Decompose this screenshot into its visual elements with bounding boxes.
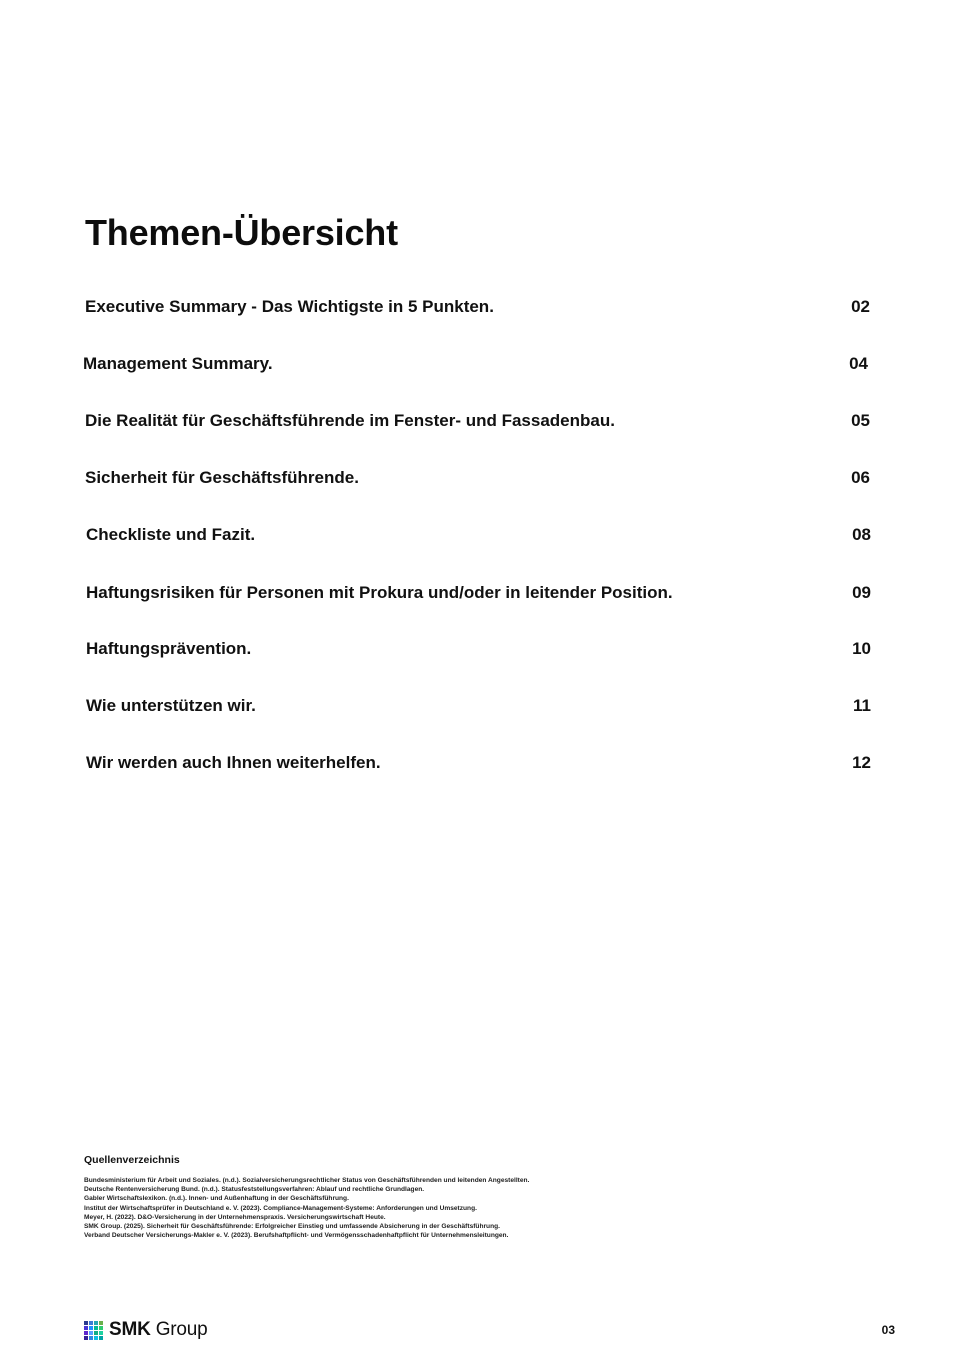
logo-square <box>84 1326 88 1330</box>
toc-entry-label: Haftungsrisiken für Personen mit Prokura und/oder in leitender Position. <box>86 583 673 602</box>
logo-square <box>94 1326 98 1330</box>
toc-entry-page-number: 09 <box>852 583 871 602</box>
source-item: Meyer, H. (2022). D&O-Versicherung in der Unternehmenspraxis. Versicherungswirtschaft Heute. <box>84 1213 386 1221</box>
toc-entry[interactable] <box>86 637 871 661</box>
logo-square <box>89 1326 93 1330</box>
source-item: Institut der Wirtschaftsprüfer in Deutschland e. V. (2023). Compliance-Management-Systeme: Anforderungen und Umsetzung. <box>84 1204 477 1212</box>
source-item: Deutsche Rentenversicherung Bund. (n.d.). Statusfeststellungsverfahren: Ablauf und rechtliche Grundlagen. <box>84 1186 425 1194</box>
toc-entry-page-number: 08 <box>852 525 871 544</box>
logo-square <box>89 1321 93 1325</box>
logo-square <box>99 1321 103 1325</box>
toc-entry[interactable] <box>85 295 870 319</box>
toc-entry-page-number: 11 <box>853 696 871 715</box>
source-item: Bundesministerium für Arbeit und Soziales. (n.d.). Sozialversicherungsrechtlicher Status von Geschäftsführenden und leitenden Angestellten. <box>84 1177 530 1184</box>
sources-list <box>84 1176 784 1240</box>
logo-square <box>84 1336 88 1340</box>
toc-entry-label: Management Summary. <box>83 354 273 373</box>
sources-section <box>84 1154 784 1240</box>
toc-entry-label: Checkliste und Fazit. <box>86 525 256 544</box>
toc-entry-page-number: 02 <box>851 297 870 316</box>
toc-entry[interactable] <box>86 694 871 718</box>
logo-square <box>99 1336 103 1340</box>
source-item: SMK Group. (2025). Sicherheit für Geschäftsführende: Erfolgreicher Einstieg und umfassende Absicherung in der Geschäftsführung. <box>84 1223 500 1231</box>
toc-entry-label: Die Realität für Geschäftsführende im Fenster- und Fassadenbau. <box>85 411 615 430</box>
logo-wordmark-bold: SMK <box>109 1319 151 1340</box>
toc-entry[interactable] <box>86 581 871 605</box>
toc-entry-page-number: 12 <box>852 753 871 772</box>
sources-heading: Quellenverzeichnis <box>84 1154 180 1166</box>
logo-square <box>99 1326 103 1330</box>
toc-entry[interactable] <box>86 523 871 547</box>
logo-square <box>89 1336 93 1340</box>
toc-entry-page-number: 05 <box>851 411 870 430</box>
toc-entry-page-number: 06 <box>851 468 870 487</box>
toc-entry[interactable] <box>83 352 868 376</box>
toc-entry-label: Haftungsprävention. <box>86 639 252 658</box>
toc-entry-label: Executive Summary - Das Wichtigste in 5 Punkten. <box>85 297 494 316</box>
logo-square <box>94 1321 98 1325</box>
logo-wordmark <box>109 1319 208 1341</box>
toc-entry-page-number: 10 <box>852 639 871 658</box>
toc-entry[interactable] <box>85 466 870 490</box>
toc-entry-label: Wie unterstützen wir. <box>86 696 256 715</box>
toc-entry-label: Sicherheit für Geschäftsführende. <box>85 468 359 487</box>
toc-entry-label: Wir werden auch Ihnen weiterhelfen. <box>86 753 381 772</box>
source-item: Verband Deutscher Versicherungs-Makler e. V. (2023). Berufshaftpflicht- und Vermögensschadenhaftpflicht für Unternehmensleitungen. <box>84 1232 509 1240</box>
logo-square <box>84 1321 88 1325</box>
logo-wordmark-regular: Group <box>150 1319 208 1340</box>
logo-square <box>89 1331 93 1335</box>
smk-grid-logo-icon <box>84 1321 103 1340</box>
footer-logo <box>84 1318 208 1342</box>
source-item: Gabler Wirtschaftslexikon. (n.d.). Innen- und Außenhaftung in der Geschäftsführung. <box>84 1195 349 1203</box>
toc-entry[interactable] <box>86 751 871 775</box>
page-number: 03 <box>881 1323 895 1337</box>
logo-square <box>84 1331 88 1335</box>
toc-entry-page-number: 04 <box>849 354 868 373</box>
toc-entry[interactable] <box>85 409 870 433</box>
logo-square <box>94 1331 98 1335</box>
logo-square <box>94 1336 98 1340</box>
logo-square <box>99 1331 103 1335</box>
page-title: Themen-Übersicht <box>85 212 398 253</box>
